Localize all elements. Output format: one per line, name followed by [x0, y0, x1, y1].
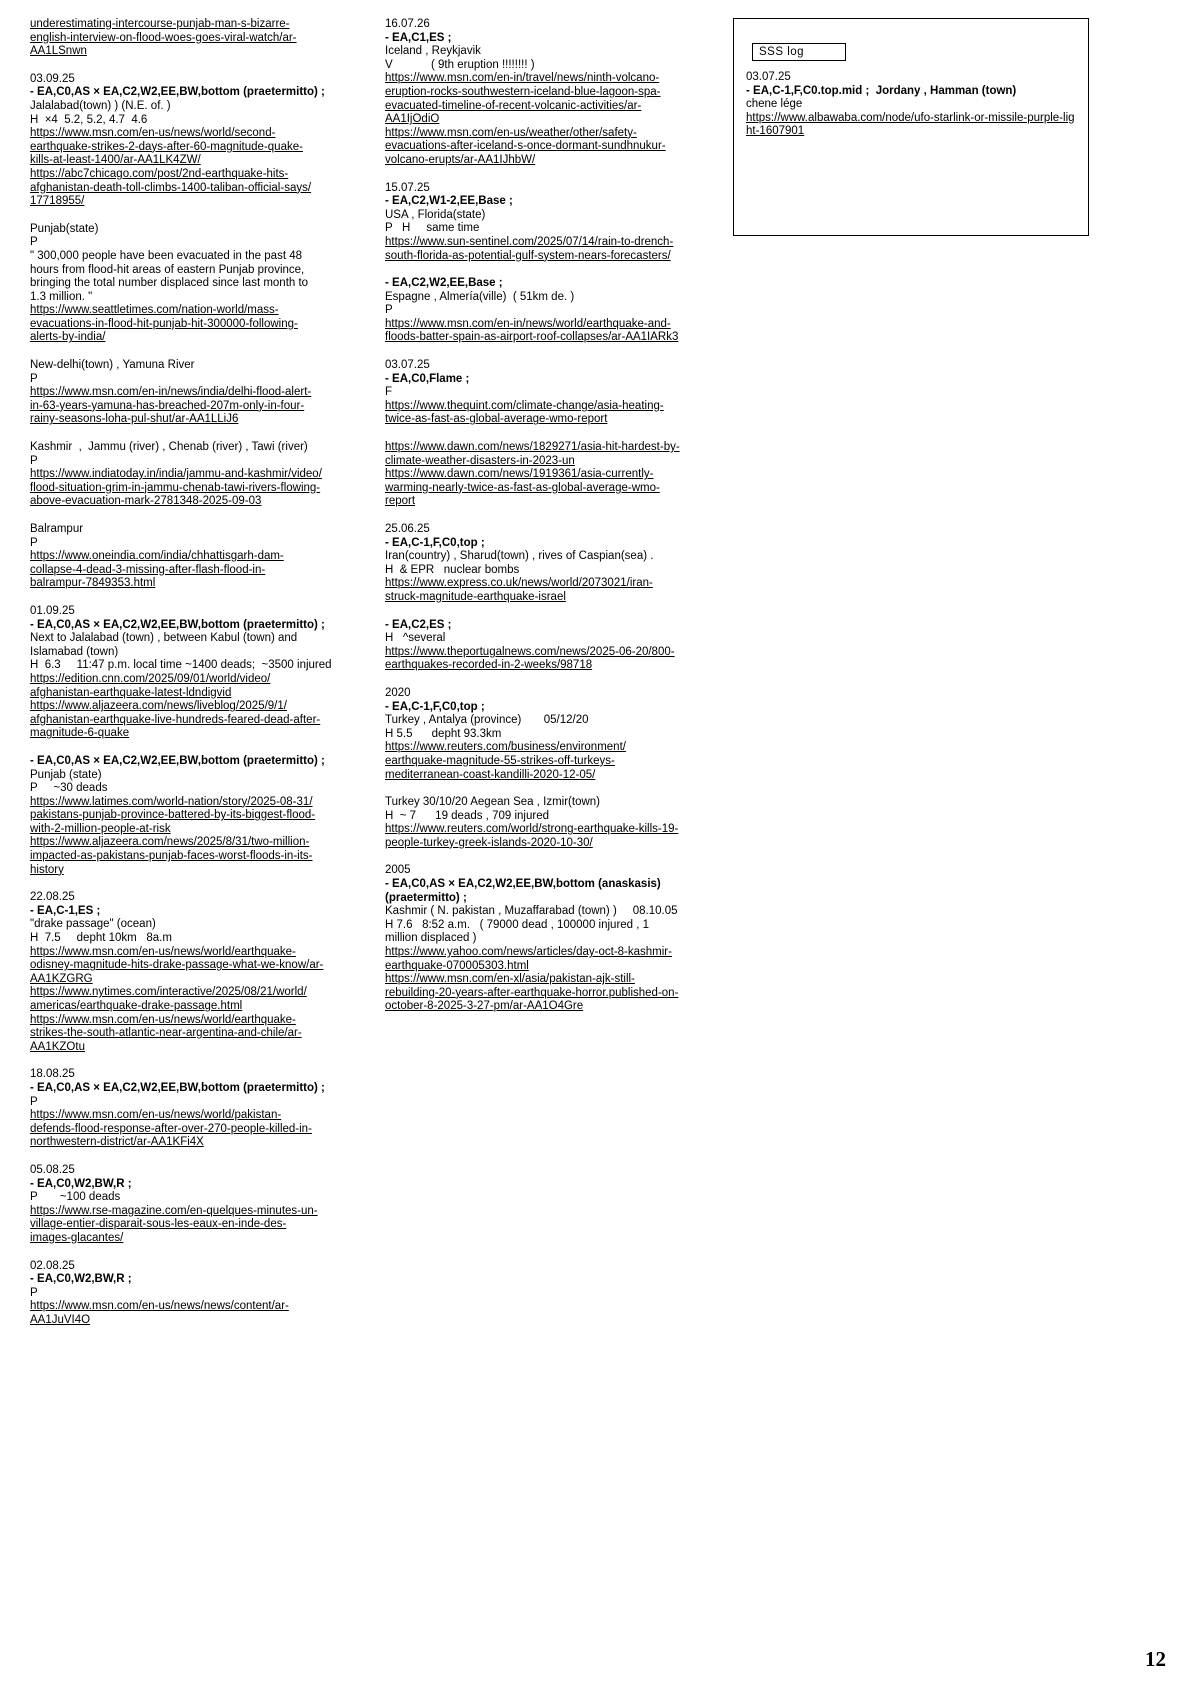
source-link[interactable]: https://www.sun-sentinel.com/2025/07/14/rain-to-drench-: [385, 235, 674, 248]
entry-text-line: P: [30, 536, 38, 549]
entry-code-line: - EA,C0,W2,BW,R ;: [30, 1177, 132, 1190]
source-link[interactable]: struck-magnitude-earthquake-israel: [385, 590, 566, 603]
entry-text-line: 05.08.25: [30, 1163, 75, 1176]
source-link[interactable]: afghanistan-earthquake-live-hundreds-feared-dead-after-: [30, 713, 321, 726]
source-link[interactable]: october-8-2025-3-27-pm/ar-AA1O4Gre: [385, 1000, 584, 1013]
entry-code-line: - EA,C2,W2,EE,Base ;: [385, 277, 503, 290]
source-link[interactable]: afghanistan-earthquake-latest-ldndigvid: [30, 686, 232, 699]
entry-text-line: P: [385, 304, 393, 317]
source-link[interactable]: volcano-erupts/ar-AA1IJhbW/: [385, 153, 536, 166]
entry-code-line: (praetermitto) ;: [385, 891, 467, 904]
entry-block: [385, 796, 725, 850]
entry-text-line: H ×4 5.2, 5.2, 4.7 4.6: [30, 113, 148, 126]
source-link[interactable]: https://www.msn.com/en-us/weather/other/safety-: [385, 126, 637, 139]
source-link[interactable]: https://www.msn.com/en-us/news/news/content/ar-: [30, 1300, 289, 1313]
source-link[interactable]: https://www.msn.com/en-in/news/india/delhi-flood-alert-: [30, 386, 312, 399]
source-link[interactable]: rainy-seasons-loha-pul-shut/ar-AA1LLiJ6: [30, 413, 239, 426]
entry-text-line: 01.09.25: [30, 604, 75, 617]
source-link[interactable]: https://www.aljazeera.com/news/2025/8/31/two-million-: [30, 836, 310, 849]
entry-block: [30, 73, 370, 209]
source-link[interactable]: kills-at-least-1400/ar-AA1LK4ZW/: [30, 154, 201, 167]
source-link[interactable]: rebuilding-20-years-after-earthquake-horror.published-on-: [385, 986, 679, 999]
source-link[interactable]: AA1LSnwn: [30, 45, 87, 58]
entry-text-line: USA , Florida(state): [385, 208, 486, 221]
entry-text-line: Kashmir ( N. pakistan , Muzaffarabad (town) ) 08.10.05: [385, 905, 678, 918]
source-link[interactable]: with-2-million-people-at-risk: [30, 822, 171, 835]
source-link[interactable]: english-interview-on-flood-woes-goes-viral-watch/ar-: [30, 31, 297, 44]
entry-text-line: P ~100 deads: [30, 1191, 121, 1204]
source-link[interactable]: magnitude-6-quake: [30, 727, 130, 740]
source-link[interactable]: https://www.reuters.com/world/strong-earthquake-kills-19-: [385, 823, 679, 836]
source-link[interactable]: https://www.msn.com/en-us/news/world/earthquake-: [30, 945, 296, 958]
entry-code-line: - EA,C2,W1-2,EE,Base ;: [385, 195, 513, 208]
entry-text-line: H & EPR nuclear bombs: [385, 563, 520, 576]
entry-code-line: - EA,C0,AS × EA,C2,W2,EE,BW,bottom (praetermitto) ;: [30, 86, 325, 99]
entry-block: [385, 18, 725, 168]
source-link[interactable]: defends-flood-response-after-over-270-people-killed-in-: [30, 1122, 312, 1135]
source-link[interactable]: https://edition.cnn.com/2025/09/01/world/video/: [30, 672, 271, 685]
entry-text-line: " 300,000 people have been evacuated in the past 48: [30, 249, 302, 262]
entry-block: [385, 523, 725, 605]
entry-text-line: Espagne , Almería(ville) ( 51km de. ): [385, 290, 575, 303]
source-link[interactable]: floods-batter-spain-as-airport-roof-collapses/ar-AA1IARk3: [385, 331, 679, 344]
source-link[interactable]: https://www.seattletimes.com/nation-world/mass-: [30, 304, 279, 317]
source-link[interactable]: northwestern-district/ar-AA1KFi4X: [30, 1136, 204, 1149]
entry-text-line: H 6.3 11:47 p.m. local time ~1400 deads; ~3500 injured: [30, 659, 332, 672]
source-link[interactable]: AA1KZOtu: [30, 1040, 85, 1053]
box-code: - EA,C-1,F,C0.top.mid ; Jordany , Hamman (town): [746, 84, 1017, 97]
entry-text-line: H 7.6 8:52 a.m. ( 79000 dead , 100000 injured , 1: [385, 918, 650, 931]
source-link[interactable]: climate-weather-disasters-in-2023-un: [385, 454, 575, 467]
entry-text-line: 15.07.25: [385, 181, 430, 194]
source-link[interactable]: images-glacantes/: [30, 1231, 124, 1244]
source-link[interactable]: https://www.msn.com/en-us/news/world/second-: [30, 127, 276, 140]
source-link[interactable]: https://www.msn.com/en-in/news/world/earthquake-and-: [385, 317, 671, 330]
entry-block: [385, 687, 725, 782]
entry-text-line: New-delhi(town) , Yamuna River: [30, 359, 195, 372]
source-link[interactable]: earthquake-070005303.html: [385, 959, 529, 972]
source-link[interactable]: https://www.rse-magazine.com/en-quelques-minutes-un-: [30, 1204, 318, 1217]
box-link[interactable]: https://www.albawaba.com/node/ufo-starlink-or-missile-purple-light-1607901: [746, 111, 1075, 138]
highlight-box: [733, 18, 1089, 236]
source-link[interactable]: evacuated-timeline-of-recent-volcanic-activities/ar-: [385, 99, 642, 112]
source-link[interactable]: south-florida-as-potential-gulf-system-nears-forecasters/: [385, 249, 671, 262]
column-left: [30, 18, 370, 1341]
entry-text-line: 18.08.25: [30, 1068, 75, 1081]
entry-block: [30, 891, 370, 1054]
source-link[interactable]: collapse-4-dead-3-missing-after-flash-flood-in-: [30, 563, 266, 576]
entry-text-line: P: [30, 454, 38, 467]
source-link[interactable]: https://www.oneindia.com/india/chhattisgarh-dam-: [30, 550, 284, 563]
entry-block: [30, 441, 370, 509]
source-link[interactable]: AA1JuVI4O: [30, 1313, 91, 1326]
source-link[interactable]: above-evacuation-mark-2781348-2025-09-03: [30, 495, 262, 508]
entry-block: [30, 1164, 370, 1246]
source-link[interactable]: eruption-rocks-southwestern-iceland-blue-lagoon-spa-: [385, 85, 661, 98]
source-link[interactable]: https://www.reuters.com/business/environment/: [385, 741, 626, 754]
log-field-value: SSS log: [759, 46, 805, 58]
source-link[interactable]: AA1KZGRG: [30, 972, 93, 985]
source-link[interactable]: odisney-magnitude-hits-drake-passage-what-we-know/ar-: [30, 959, 324, 972]
source-link[interactable]: https://www.dawn.com/news/1829271/asia-hit-hardest-by-: [385, 441, 680, 454]
source-link[interactable]: earthquake-magnitude-55-strikes-off-turkeys-: [385, 754, 615, 767]
source-link[interactable]: https://www.theportugalnews.com/news/2025-06-20/800-: [385, 645, 675, 658]
source-link[interactable]: impacted-as-pakistans-punjab-faces-worst-floods-in-its-: [30, 850, 313, 863]
entry-text-line: 2005: [385, 864, 411, 877]
source-link[interactable]: flood-situation-grim-in-jammu-chenab-tawi-rivers-flowing-: [30, 481, 321, 494]
entry-text-line: 02.08.25: [30, 1259, 75, 1272]
entry-code-line: - EA,C-1,F,C0,top ;: [385, 536, 485, 549]
source-link[interactable]: twice-as-fast-as-global-average-wmo-report: [385, 413, 608, 426]
column-right: [733, 18, 1093, 236]
entry-text-line: H ~ 7 19 deads , 709 injured: [385, 809, 549, 822]
entry-block: [385, 182, 725, 264]
source-link[interactable]: americas/earthquake-drake-passage.html: [30, 1000, 243, 1012]
source-link[interactable]: strikes-the-south-atlantic-near-argentina-and-chile/ar-: [30, 1027, 302, 1040]
entry-text-line: 22.08.25: [30, 891, 75, 904]
entry-code-line: - EA,C0,AS × EA,C2,W2,EE,BW,bottom (praetermitto) ;: [30, 754, 325, 767]
entry-text-line: bringing the total number displaced since last month to: [30, 277, 309, 290]
entry-code-line: - EA,C0,AS × EA,C2,W2,EE,BW,bottom (praetermitto) ;: [30, 1081, 325, 1094]
entry-text-line: Balrampur: [30, 523, 84, 535]
source-link[interactable]: https://www.yahoo.com/news/articles/day-oct-8-kashmir-: [385, 946, 672, 959]
source-link[interactable]: https://www.msn.com/en-us/news/world/earthquake-: [30, 1013, 296, 1026]
source-link[interactable]: warming-nearly-twice-as-fast-as-global-average-wmo-: [385, 481, 660, 494]
entry-block: [30, 755, 370, 877]
entry-code-line: - EA,C0,W2,BW,R ;: [30, 1273, 132, 1286]
entry-text-line: H ^several: [385, 632, 446, 645]
entry-text-line: 1.3 million. ": [30, 290, 93, 303]
column-middle: [385, 18, 725, 1028]
source-link[interactable]: underestimating-intercourse-punjab-man-s-bizarre-: [30, 18, 290, 30]
entry-text-line: Turkey 30/10/20 Aegean Sea , Izmir(town): [385, 796, 600, 809]
box-note: chene lége: [746, 98, 803, 111]
entry-code-line: - EA,C0,AS × EA,C2,W2,EE,BW,bottom (anaskasis): [385, 878, 661, 891]
entry-block: [30, 223, 370, 345]
source-link[interactable]: https://www.msn.com/en-in/travel/news/ninth-volcano-: [385, 72, 660, 85]
entry-code-line: - EA,C-1,ES ;: [30, 904, 101, 917]
entry-text-line: Punjab(state): [30, 222, 99, 235]
entry-code-line: - EA,C0,Flame ;: [385, 372, 470, 385]
entry-text-line: 2020: [385, 686, 411, 699]
entry-block: [30, 605, 370, 741]
source-link[interactable]: https://www.latimes.com/world-nation/story/2025-08-31/: [30, 795, 313, 808]
entry-text-line: Iceland , Reykjavik: [385, 45, 481, 58]
entry-text-line: H 5.5 depht 93.3km: [385, 727, 502, 740]
entry-text-line: Turkey , Antalya (province) 05/12/20: [385, 714, 589, 727]
source-link[interactable]: in-63-years-yamuna-has-breached-207m-only-in-four-: [30, 399, 305, 412]
entry-text-line: P: [30, 236, 38, 249]
source-link[interactable]: https://www.indiatoday.in/india/jammu-and-kashmir/video/: [30, 468, 322, 481]
entry-text-line: P ~30 deads: [30, 782, 108, 795]
entry-text-line: H 7.5 depht 10km 8a.m: [30, 932, 172, 945]
entry-text-line: hours from flood-hit areas of eastern Punjab province,: [30, 263, 305, 276]
source-link[interactable]: https://www.nytimes.com/interactive/2025/08/21/world/: [30, 986, 307, 999]
entry-code-line: - EA,C-1,F,C0,top ;: [385, 700, 485, 713]
entry-text-line: Next to Jalalabad (town) , between Kabul (town) and: [30, 632, 298, 645]
source-link[interactable]: report: [385, 495, 416, 508]
entry-text-line: P: [30, 1095, 38, 1108]
entry-block: [385, 619, 725, 673]
entry-text-line: 03.07.25: [385, 359, 430, 372]
source-link[interactable]: https://www.thequint.com/climate-change/asia-heating-: [385, 399, 664, 412]
entry-text-line: F: [385, 386, 393, 399]
entry-block: [30, 18, 370, 59]
entry-text-line: P: [30, 1286, 38, 1299]
source-link[interactable]: mediterranean-coast-kandilli-2020-12-05/: [385, 768, 596, 781]
entry-text-line: 03.09.25: [30, 72, 75, 85]
entry-block: [385, 277, 725, 345]
source-link[interactable]: https://www.msn.com/en-us/news/world/pakistan-: [30, 1109, 282, 1122]
source-link[interactable]: earthquakes-recorded-in-2-weeks/98718: [385, 659, 593, 672]
entry-block: [385, 441, 725, 509]
page-number: 12: [1145, 1647, 1166, 1671]
entry-text-line: Iran(country) , Sharud(town) , rives of Caspian(sea) .: [385, 550, 654, 563]
entry-code-line: - EA,C0,AS × EA,C2,W2,EE,BW,bottom (praetermitto) ;: [30, 618, 325, 631]
entry-text-line: Islamabad (town): [30, 645, 119, 658]
source-link[interactable]: balrampur-7849353.html: [30, 577, 156, 590]
source-link[interactable]: people-turkey-greek-islands-2020-10-30/: [385, 836, 593, 849]
source-link[interactable]: https://www.aljazeera.com/news/liveblog/2025/9/1/: [30, 700, 287, 713]
entry-block: [30, 359, 370, 427]
entry-text-line: million displaced ): [385, 932, 477, 945]
entry-text-line: Jalalabad(town) ) (N.E. of. ): [30, 99, 171, 112]
source-link[interactable]: alerts-by-india/: [30, 331, 106, 344]
entry-block: [385, 359, 725, 427]
entry-block: [30, 523, 370, 591]
entry-text-line: Punjab (state): [30, 768, 102, 781]
entry-code-line: - EA,C1,ES ;: [385, 31, 452, 44]
entry-text-line: P H same time: [385, 222, 480, 235]
entry-block: [30, 1068, 370, 1150]
source-link[interactable]: evacuations-in-flood-hit-punjab-hit-300000-following-: [30, 317, 298, 330]
entry-text-line: Kashmir , Jammu (river) , Chenab (river) , Tawi (river): [30, 441, 308, 454]
entry-block: [30, 1260, 370, 1328]
entry-block: [385, 864, 725, 1014]
source-link[interactable]: pakistans-punjab-province-battered-by-its-biggest-flood-: [30, 809, 316, 822]
log-field[interactable]: [752, 43, 846, 61]
box-date: 03.07.25: [746, 71, 791, 83]
entry-text-line: P: [30, 372, 38, 385]
source-link[interactable]: afghanistan-death-toll-climbs-1400-taliban-official-says/: [30, 181, 312, 194]
source-link[interactable]: evacuations-after-iceland-s-once-dormant-sundhnukur-: [385, 140, 666, 153]
source-link[interactable]: 17718955/: [30, 195, 85, 208]
source-link[interactable]: https://www.dawn.com/news/1919361/asia-currently-: [385, 468, 654, 481]
source-link[interactable]: AA1IjOdiO: [385, 113, 440, 126]
entry-code-line: - EA,C2,ES ;: [385, 618, 452, 631]
source-link[interactable]: village-entier-disparait-sous-les-eaux-en-inde-des-: [30, 1218, 287, 1231]
source-link[interactable]: https://www.express.co.uk/news/world/2073021/iran-: [385, 577, 653, 590]
source-link[interactable]: earthquake-strikes-2-days-after-60-magnitude-quake-: [30, 140, 303, 153]
entry-text-line: "drake passage" (ocean): [30, 918, 156, 931]
entry-text-line: V ( 9th eruption !!!!!!!! ): [385, 58, 535, 71]
source-link[interactable]: history: [30, 863, 64, 876]
source-link[interactable]: https://abc7chicago.com/post/2nd-earthquake-hits-: [30, 167, 289, 180]
source-link[interactable]: https://www.msn.com/en-xl/asia/pakistan-ajk-still-: [385, 973, 635, 986]
entry-text-line: 25.06.25: [385, 523, 430, 535]
entry-text-line: 16.07.26: [385, 18, 430, 30]
